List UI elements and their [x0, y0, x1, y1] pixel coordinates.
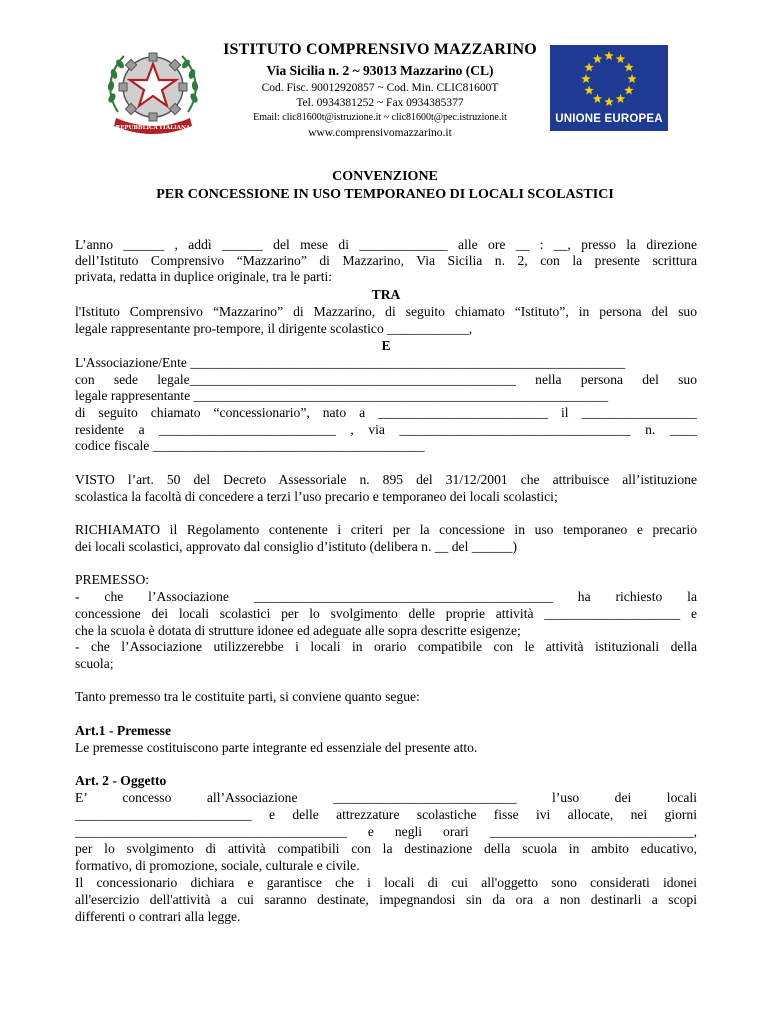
eu-label: UNIONE EUROPEA	[555, 113, 663, 125]
italian-republic-emblem-icon	[98, 42, 208, 140]
school-website: www.comprensivomazzarino.it	[308, 127, 452, 139]
form-line-residence: residente a __________________________ , via __________________________________ n. ____	[75, 422, 697, 437]
school-email: Email: clic81600t@istruzione.it ~ clic81600t@pec.istruzione.it	[253, 112, 507, 123]
text-line: scuola;	[75, 656, 114, 671]
text-line: per lo svolgimento di attività compatibili con la destinazione della scuola in ambito educativo,	[75, 841, 697, 856]
heading-premesso: PREMESSO:	[75, 572, 150, 587]
text-line: legale rappresentante pro-tempore, il dirigente scolastico ____________,	[75, 321, 473, 336]
school-address: Via Sicilia n. 2 ~ 93013 Mazzarino (CL)	[266, 63, 494, 78]
text-line: privata, redatta in duplice originale, tra le parti:	[75, 269, 333, 284]
text-line: Il concessionario dichiara e garantisce che i locali di cui all'oggetto sono considerati idonei	[75, 875, 697, 890]
document-subtitle: PER CONCESSIONE IN USO TEMPORANEO DI LOCALI SCOLASTICI	[156, 187, 614, 202]
text-line: Tanto premesso tra le costituite parti, si conviene quanto segue:	[75, 689, 420, 704]
form-line-tax-code: codice fiscale ________________________________________	[75, 438, 425, 453]
article-1-title: Art.1 - Premesse	[75, 723, 171, 738]
form-line-birth: di seguito chiamato “concessionario”, nato a _________________________ il _________________	[75, 405, 697, 420]
text-line: __________________________ e delle attrezzature scolastiche fisse ivi allocate, nei giorni	[75, 807, 697, 822]
school-phone: Tel. 0934381252 ~ Fax 0934385377	[296, 97, 464, 109]
text-line: differenti o contrari alla legge.	[75, 909, 241, 924]
text-line: RICHIAMATO il Regolamento contenente i criteri per la concessione in uso temporaneo e precario	[75, 522, 697, 537]
heading-e: E	[381, 338, 391, 353]
text-line: E’ concesso all’Associazione ___________________________ l’uso dei locali	[75, 790, 697, 805]
text-line: dell’Istituto Comprensivo “Mazzarino” di Mazzarino, Via Sicilia n. 2, con la presente scrittura	[75, 253, 697, 268]
text-line: ________________________________________ e negli orari ______________________________,	[75, 824, 697, 839]
text-line: formativo, di promozione, sociale, culturale e civile.	[75, 858, 360, 873]
text-line: concessione dei locali scolastici per lo svolgimento delle proprie attività ____________________ e	[75, 606, 697, 621]
text-line: scolastica la facoltà di concedere a terzi l’uso precario e temporaneo dei locali scolastici;	[75, 489, 558, 504]
text-line: che la scuola è dotata di strutture idonee ed adeguate alle sopra descritte esigenze;	[75, 623, 521, 638]
heading-tra: TRA	[371, 287, 401, 302]
form-line-association: L'Associazione/Ente ________________________________________________________________	[75, 355, 626, 370]
document-title: CONVENZIONE	[332, 169, 438, 184]
form-line-seat: con sede legale________________________________________________ nella persona del suo	[75, 372, 697, 387]
text-line: l'Istituto Comprensivo “Mazzarino” di Mazzarino, di seguito chiamato “Istituto”, in persona del suo	[75, 304, 697, 319]
text-line: all'esercizio dell'attività a cui saranno destinate, impegnandosi sin da ora a non destinarli a scopi	[75, 892, 697, 907]
school-codes: Cod. Fisc. 90012920857 ~ Cod. Min. CLIC81600T	[261, 82, 499, 94]
text-line: dei locali scolastici, approvato dal consiglio d’istituto (delibera n. __ del ______)	[75, 539, 518, 554]
article-2-title: Art. 2 - Oggetto	[75, 773, 167, 788]
text-line: - che l’Associazione utilizzerebbe i locali in orario compatibile con le attività istituzionali della	[75, 639, 697, 654]
form-line-representative: legale rappresentante _____________________________________________________________	[75, 388, 609, 403]
article-1-text: Le premesse costituiscono parte integrante ed essenziale del presente atto.	[75, 740, 478, 755]
emblem-ribbon-text: REPUBBLICA ITALIANA	[115, 125, 191, 131]
text-line: L’anno ______ , addì ______ del mese di _____________ alle ore __ : __, presso la direzione	[75, 237, 697, 252]
text-line: VISTO l’art. 50 del Decreto Assessoriale n. 895 del 31/12/2001 che attribuisce all’istituzione	[75, 472, 697, 487]
text-line: - che l’Associazione ____________________________________________ ha richiesto la	[75, 589, 697, 604]
school-name: ISTITUTO COMPRENSIVO MAZZARINO	[223, 41, 537, 58]
